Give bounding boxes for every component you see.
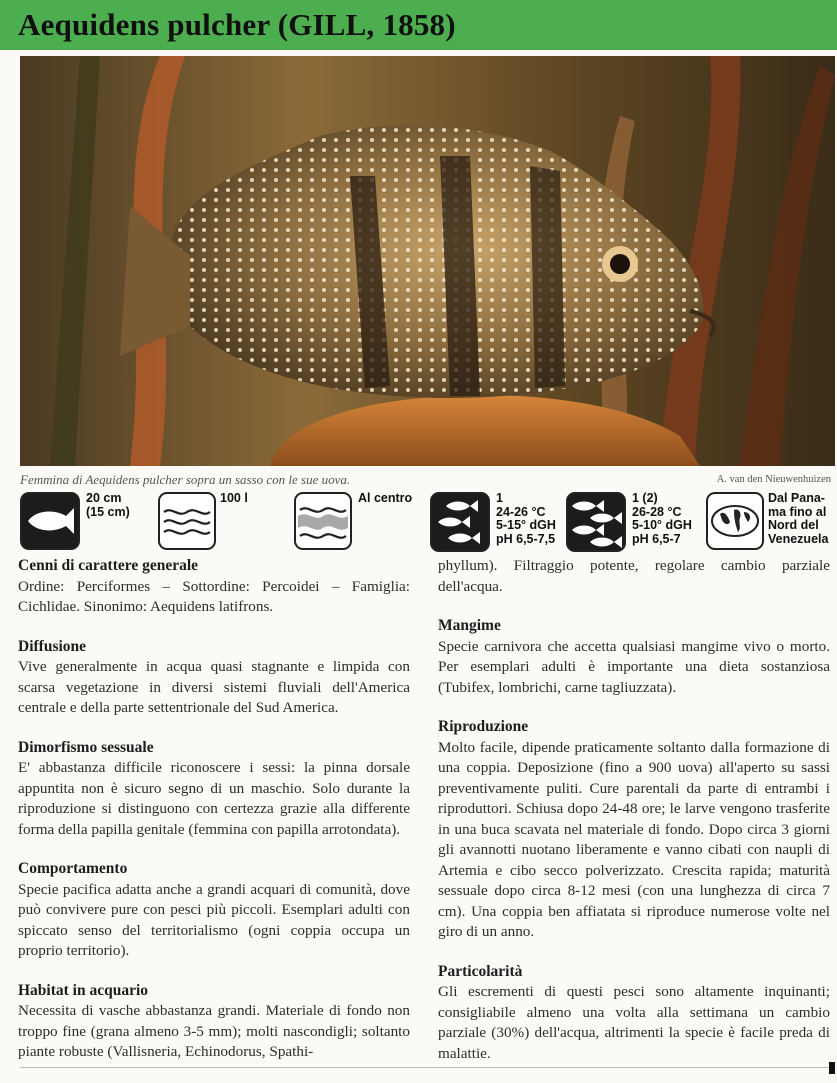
section-title-particolarita: Particolarità	[438, 962, 523, 980]
title-bar	[0, 0, 837, 50]
icon-bar	[0, 488, 837, 558]
tank-icon	[158, 492, 216, 550]
photo-credit: A. van den Nieuwenhuizen	[716, 474, 831, 485]
right-column	[438, 556, 830, 1083]
bottom-divider	[20, 1067, 830, 1068]
section-title-mangime: Mangime	[438, 617, 501, 634]
left-column	[18, 556, 410, 1082]
fish-icon	[20, 492, 80, 550]
section-text-mangime: Specie carnivora che accetta qualsiasi mangime vivo o morto. Per esemplari adulti è importante una dieta sostanziosa (Tubifex, lombrichi, carne tagliuzzata).	[438, 637, 830, 696]
section-text-general: Ordine: Perciformes – Sottordine: Percoidei – Famiglia: Cichlidae. Sinonimo: Aequidens latifrons.	[18, 577, 410, 615]
section-text-riproduzione: Molto facile, dipende praticamente soltanto dalla formazione di una coppia. Deposizione (fino a 900 uova) all'aperto su sassi preventivamente puliti. Cure parentali da parte di entrambi i riproduttori. Schiusa dopo 24-48 ore; le larve vengono trasferite in una buca scavata nel materiale di fondo. Dopo circa 3 giorni gli avannotti nuotano liberamente e vanno cibati con naupli di Artemia e cibo secco polverizzato. Crescita rapida; maturità sessuale dopo circa 8-12 mesi (con una lunghezza di circa 7 cm). Una coppia ben affiatata si riproduce numerose volte nel giro di un anno.	[438, 738, 830, 940]
section-title-riproduzione: Riproduzione	[438, 718, 529, 735]
section-title-habitat: Habitat in acquario	[18, 981, 149, 999]
origin-value: Dal Pana- ma fino al Nord del Venezuela	[768, 491, 829, 546]
fish-photo	[20, 56, 835, 466]
school-fish-icon	[430, 492, 490, 552]
section-title-dimorfismo: Dimorfismo sessuale	[18, 738, 154, 756]
section-text-particolarita: Gli escrementi di questi pesci sono altamente inquinanti; consigliabile almeno una volta alla settimana un cambio parziale (30%) dell'acqua, altrimenti la specie è facile preda di malattie.	[438, 983, 830, 1062]
middle-zone-icon	[294, 492, 352, 550]
page-title: Aequidens pulcher (GILL, 1858)	[18, 7, 456, 42]
photo-caption: Femmina di Aequidens pulcher sopra un sasso con le sue uova.	[20, 472, 351, 487]
corner-mark	[829, 1062, 835, 1074]
section-text-diffusione: Vive generalmente in acqua quasi stagnante e limpida con scarsa vegetazione in diversi sistemi fluviali dell'America centrale e della parte settentrionale del Sud America.	[18, 658, 410, 716]
size-value: 20 cm (15 cm)	[86, 491, 130, 519]
section-title-diffusione: Diffusione	[18, 637, 87, 655]
section-text-comportamento: Specie pacifica adatta anche a grandi acquari di comunità, dove può convivere pure con pesci più piccoli. Esemplari adulti con spiccato senso del territorialismo (ogni coppia occupa un proprio territorio).	[18, 880, 410, 959]
section-title-general: Cenni di carattere generale	[18, 557, 199, 574]
aquarium-illustration	[20, 56, 835, 466]
volume-value: 100 l	[220, 491, 248, 505]
globe-icon	[706, 492, 764, 550]
section-title-comportamento: Comportamento	[18, 860, 128, 877]
section-text-habitat: Necessita di vasche abbastanza grandi. Materiale di fondo non troppo fine (grana almeno 3-5 mm); molti nascondigli; soltanto piante robuste (Vallisneria, Echinodorus, Spathi-	[18, 1002, 410, 1060]
zone-value: Al centro	[358, 491, 413, 505]
water-b-value: 1 (2) 26-28 °C 5-10° dGH pH 6,5-7	[632, 491, 692, 546]
section-text-habitat-cont: phyllum). Filtraggio potente, regolare cambio parziale dell'acqua.	[438, 557, 830, 595]
section-text-dimorfismo: E' abbastanza difficile riconoscere i sessi: la pinna dorsale appuntita non è sicuro segno di un maschio. Solo durante la riproduzione si distinguono con certezza grazie alla differente forma della papilla genitale (femmina con papilla arrotondata).	[18, 759, 410, 838]
school-fish-icon	[566, 492, 626, 552]
water-a-value: 1 24-26 °C 5-15° dGH pH 6,5-7,5	[496, 491, 556, 546]
